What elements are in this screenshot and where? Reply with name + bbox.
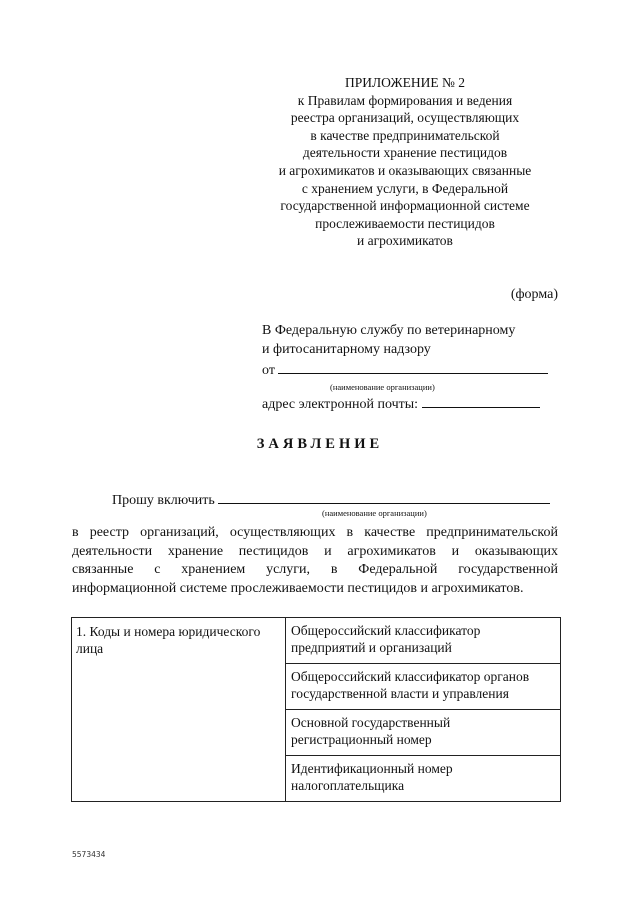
from-label: от — [262, 363, 275, 378]
appendix-line: в качестве предпринимательской — [310, 127, 500, 143]
table-cell[interactable]: Общероссийский классификатор органов государственной власти и управления — [286, 664, 561, 710]
request-row — [112, 489, 550, 509]
appendix-line: ПРИЛОЖЕНИЕ № 2 — [344, 75, 466, 90]
table-cell[interactable]: Основной государственный регистрационный номер — [286, 710, 561, 756]
appendix-line: и агрохимикатов и оказывающих связанные — [278, 162, 532, 178]
appendix-line: прослеживаемости пестицидов — [315, 215, 495, 231]
addressee-block — [262, 322, 548, 414]
addressee-line-2: и фитосанитарному надзору — [262, 341, 431, 357]
document-title: ЗАЯВЛЕНИЕ — [256, 436, 384, 452]
email-field[interactable] — [422, 393, 540, 408]
request-caption: (наименование организации) — [322, 508, 427, 518]
body-line: в реестр организаций, осуществляющих в качестве предпринимательской — [72, 525, 558, 540]
appendix-line: к Правилам формирования и ведения — [297, 92, 513, 108]
appendix-line: и агрохимикатов — [357, 233, 453, 249]
codes-section-label: 1. Коды и номера юридического лица — [72, 618, 286, 802]
table-cell[interactable]: Идентификационный номер налогоплательщика — [286, 756, 561, 802]
email-row — [262, 393, 548, 415]
form-label: (форма) — [510, 287, 558, 302]
organization-name-field[interactable] — [278, 359, 548, 374]
appendix-header — [255, 74, 555, 250]
body-line: связанные с хранением услуги, в Федеральной государственной — [72, 562, 558, 577]
from-caption: (наименование организации) — [330, 381, 435, 392]
request-body — [72, 524, 558, 598]
body-line: деятельности хранение пестицидов и агрохимикатов и оказывающих — [72, 543, 558, 559]
appendix-line: с хранением услуги, в Федеральной — [301, 180, 509, 196]
request-label: Прошу включить — [112, 493, 215, 508]
addressee-line-1: В Федеральную службу по ветеринарному — [262, 323, 516, 338]
table-row — [72, 618, 561, 664]
appendix-line: государственной информационной системе — [280, 198, 530, 214]
from-row — [262, 359, 548, 381]
table-cell[interactable]: Общероссийский классификатор предприятий и организаций — [286, 618, 561, 664]
appendix-line: реестра организаций, осуществляющих — [290, 110, 520, 126]
body-line: информационной системе прослеживаемости пестицидов и агрохимикатов. — [72, 580, 524, 596]
email-label: адрес электронной почты: — [262, 396, 419, 412]
legal-entity-codes-table — [71, 617, 561, 802]
request-organization-field[interactable] — [218, 489, 550, 504]
document-number: 5573434 — [72, 850, 106, 859]
appendix-line: деятельности хранение пестицидов — [302, 145, 508, 161]
